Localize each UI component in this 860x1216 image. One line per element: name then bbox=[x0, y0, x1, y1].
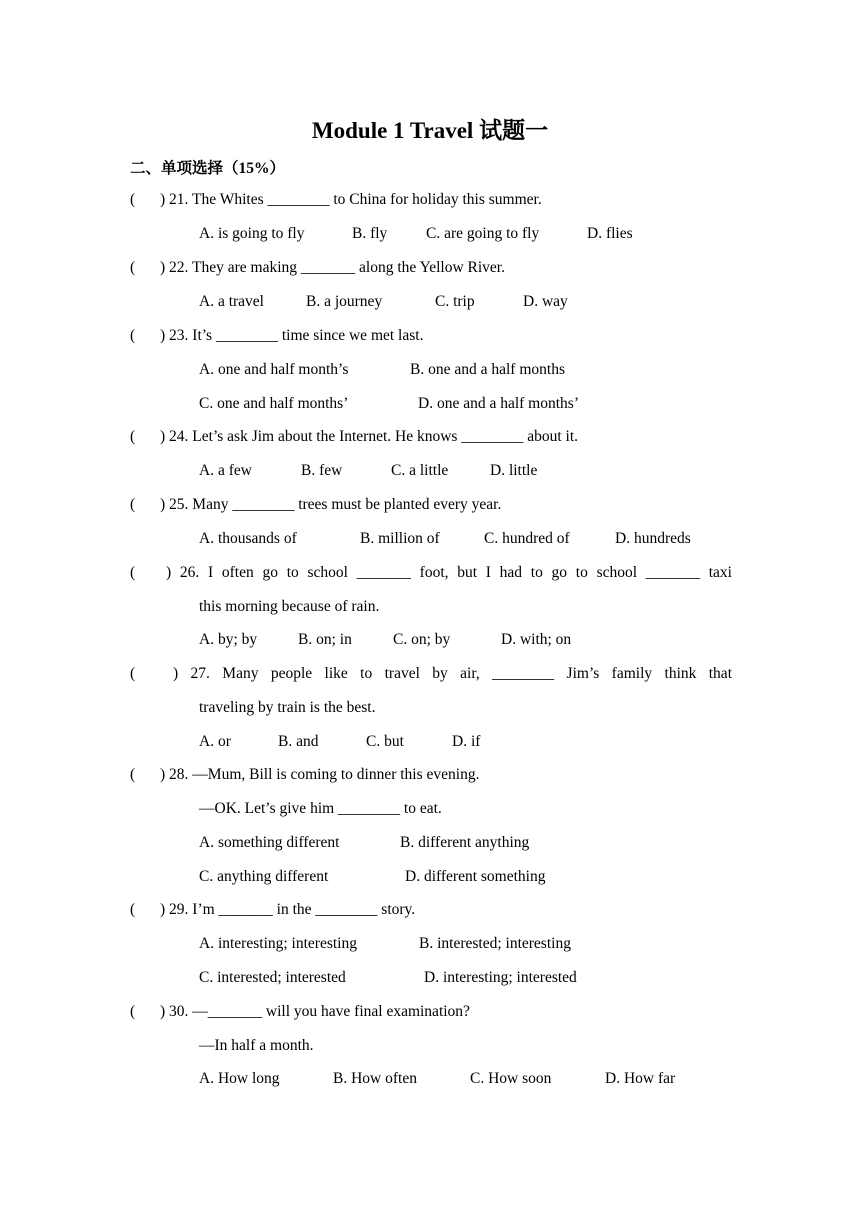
answer-paren: ( bbox=[130, 901, 136, 918]
question-stem: ) 21. The Whites ________ to China for holiday this summer. bbox=[160, 191, 542, 208]
option-c: C. are going to fly bbox=[426, 225, 540, 242]
option-a: A. interesting; interesting bbox=[199, 935, 357, 952]
option-d: D. different something bbox=[405, 868, 546, 885]
question-stem-continued: —OK. Let’s give him ________ to eat. bbox=[199, 800, 442, 817]
question-stem: ) 27. Many people like to travel by air, ________ Jim’s family think that bbox=[173, 665, 732, 682]
question-stem: ) 28. —Mum, Bill is coming to dinner this evening. bbox=[160, 766, 480, 783]
option-a: A. is going to fly bbox=[199, 225, 305, 242]
question-stem: ) 26. I often go to school _______ foot, but I had to go to school _______ taxi bbox=[166, 564, 732, 581]
option-c: C. a little bbox=[391, 462, 449, 479]
option-d: D. little bbox=[490, 462, 538, 479]
option-d: D. if bbox=[452, 733, 481, 750]
option-a: A. or bbox=[199, 733, 231, 750]
question-stem: ) 25. Many ________ trees must be planted every year. bbox=[160, 496, 502, 513]
answer-paren: ( bbox=[130, 191, 136, 208]
question-stem: ) 22. They are making _______ along the Yellow River. bbox=[160, 259, 505, 276]
answer-paren: ( bbox=[130, 327, 136, 344]
option-d: D. flies bbox=[587, 225, 633, 242]
option-b: B. a journey bbox=[306, 293, 383, 310]
option-b: B. one and a half months bbox=[410, 361, 565, 378]
option-a: A. by; by bbox=[199, 631, 258, 648]
answer-paren: ( bbox=[130, 564, 136, 581]
option-b: B. few bbox=[301, 462, 343, 479]
question-stem: ) 23. It’s ________ time since we met last. bbox=[160, 327, 424, 344]
option-b: B. interested; interesting bbox=[419, 935, 571, 952]
option-b: B. and bbox=[278, 733, 319, 750]
option-a: A. thousands of bbox=[199, 530, 297, 547]
answer-paren: ( bbox=[130, 496, 136, 513]
option-b: B. million of bbox=[360, 530, 440, 547]
option-c: C. one and half months’ bbox=[199, 395, 349, 412]
section-heading: 二、单项选择（15%） bbox=[130, 160, 286, 177]
option-c: C. hundred of bbox=[484, 530, 570, 547]
answer-paren: ( bbox=[130, 428, 136, 445]
option-d: D. one and a half months’ bbox=[418, 395, 579, 412]
answer-paren: ( bbox=[130, 665, 136, 682]
option-b: B. fly bbox=[352, 225, 388, 242]
page-title: Module 1 Travel 试题一 bbox=[311, 118, 549, 143]
option-d: D. hundreds bbox=[615, 530, 691, 547]
question-stem: ) 24. Let’s ask Jim about the Internet. He knows ________ about it. bbox=[160, 428, 579, 445]
question-stem-continued: traveling by train is the best. bbox=[199, 699, 376, 716]
answer-paren: ( bbox=[130, 259, 136, 276]
question-stem: ) 29. I’m _______ in the ________ story. bbox=[160, 901, 416, 918]
option-a: A. one and half month’s bbox=[199, 361, 349, 378]
option-a: A. something different bbox=[199, 834, 340, 851]
option-b: B. different anything bbox=[400, 834, 530, 851]
option-a: A. a few bbox=[199, 462, 252, 479]
option-d: D. way bbox=[523, 293, 568, 310]
option-c: C. trip bbox=[435, 293, 475, 310]
option-b: B. on; in bbox=[298, 631, 352, 648]
answer-paren: ( bbox=[130, 766, 136, 783]
option-a: A. a travel bbox=[199, 293, 264, 310]
option-c: C. How soon bbox=[470, 1070, 552, 1087]
option-a: A. How long bbox=[199, 1070, 280, 1087]
option-b: B. How often bbox=[333, 1070, 417, 1087]
question-stem-continued: —In half a month. bbox=[199, 1037, 314, 1054]
option-c: C. interested; interested bbox=[199, 969, 346, 986]
option-c: C. anything different bbox=[199, 868, 329, 885]
answer-paren: ( bbox=[130, 1003, 136, 1020]
question-stem-continued: this morning because of rain. bbox=[199, 598, 380, 615]
option-c: C. but bbox=[366, 733, 404, 750]
option-d: D. How far bbox=[605, 1070, 676, 1087]
option-d: D. with; on bbox=[501, 631, 572, 648]
option-d: D. interesting; interested bbox=[424, 969, 577, 986]
question-stem: ) 30. —_______ will you have final examination? bbox=[160, 1003, 470, 1020]
option-c: C. on; by bbox=[393, 631, 451, 648]
